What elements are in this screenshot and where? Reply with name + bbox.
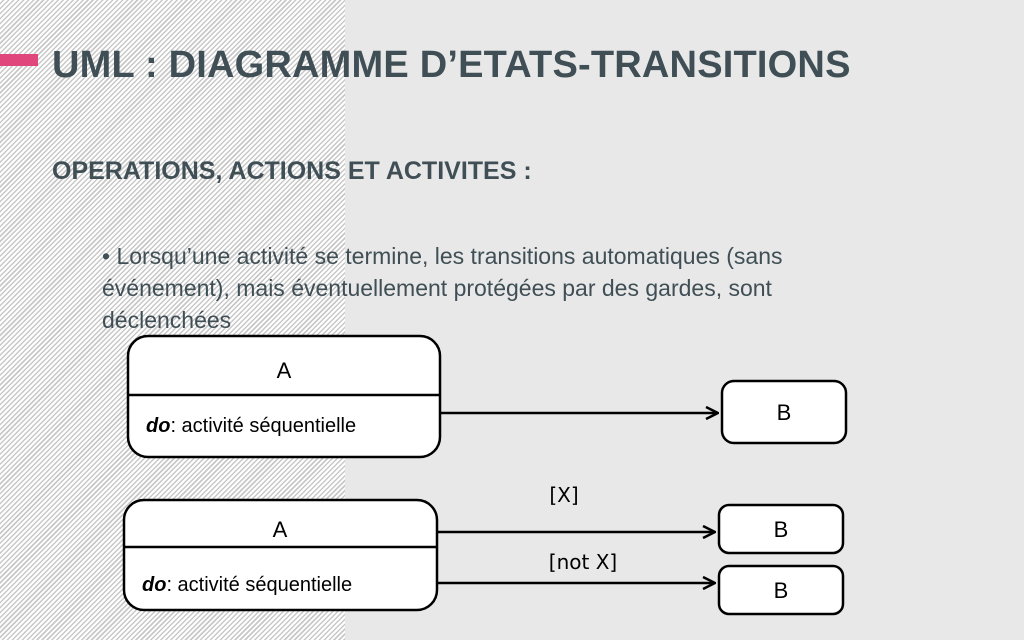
state-a-name: A [276, 358, 292, 383]
state-b-name: B [776, 400, 792, 425]
bullet-paragraph: • Lorsqu’une activité se termine, les transitions automatiques (sans événement), mais éventuellement protégées par des gardes, sont déclenchées [102, 243, 783, 333]
state-b-guard-not-x [719, 566, 843, 614]
slide-title: UML : DIAGRAMME D’ETATS-TRANSITIONS [52, 44, 851, 86]
guard-label-not-x: [not X] [548, 550, 618, 574]
state-a-diagram1 [128, 336, 440, 457]
state-a-name: A [272, 517, 288, 542]
state-b-guard-x [719, 505, 843, 553]
guard-label-x: [X] [549, 483, 579, 507]
state-a-activity: do: activité séquentielle [146, 415, 357, 437]
state-b-diagram1 [722, 381, 846, 443]
slide-subtitle: OPERATIONS, ACTIONS ET ACTIVITES : [52, 157, 532, 185]
state-a-activity: do: activité séquentielle [142, 574, 353, 596]
state-b-name: B [773, 578, 789, 603]
state-a-box [128, 336, 440, 457]
state-a-diagram2 [124, 500, 437, 610]
state-b-name: B [773, 517, 789, 542]
